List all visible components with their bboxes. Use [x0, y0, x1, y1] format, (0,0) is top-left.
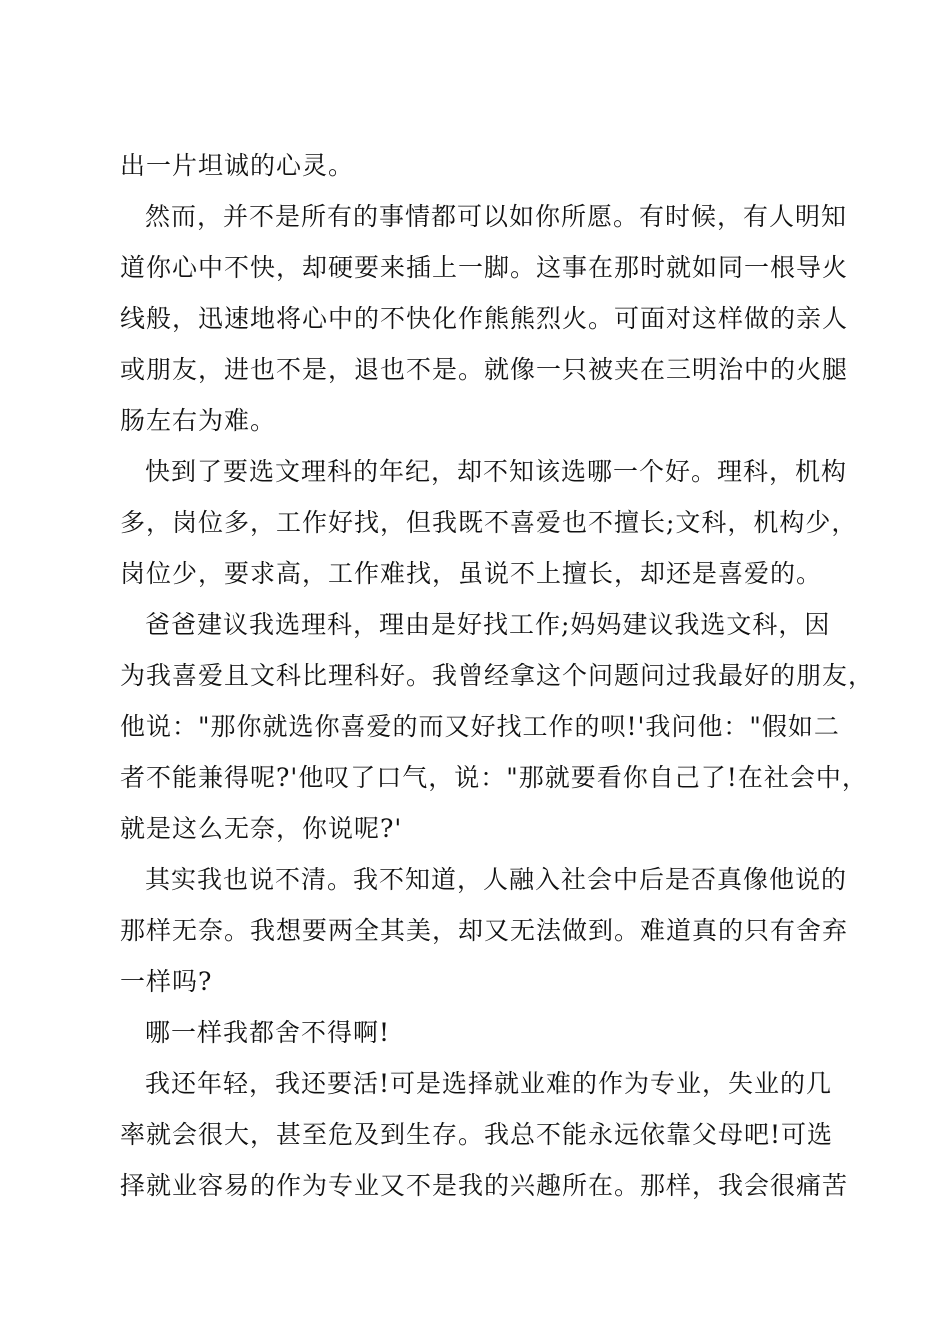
- paragraph-6: [120, 1007, 840, 1058]
- text-line: 率就会很大，甚至危及到生存。我总不能永远依靠父母吧!可选: [120, 1120, 834, 1149]
- text-line: 出一片坦诚的心灵。: [120, 151, 355, 180]
- text-line: 快到了要选文理科的年纪，却不知该选哪一个好。理科，机构: [145, 457, 848, 486]
- text-line: 多，岗位多，工作好找，但我既不喜爱也不擅长;文科，机构少，: [120, 508, 858, 537]
- text-line: 者不能兼得呢?'他叹了口气，说："那就要看你自己了!在社会中，: [120, 763, 868, 792]
- text-line: 或朋友，进也不是，退也不是。就像一只被夹在三明治中的火腿: [120, 355, 849, 384]
- text-line: 为我喜爱且文科比理科好。我曾经拿这个问题问过我最好的朋友，: [120, 661, 875, 690]
- text-line: 择就业容易的作为专业又不是我的兴趣所在。那样，我会很痛苦: [120, 1171, 849, 1200]
- paragraph-7: [120, 1058, 849, 1211]
- text-line: 肠左右为难。: [120, 406, 277, 435]
- text-line: 道你心中不快，却硬要来插上一脚。这事在那时就如同一根导火: [120, 253, 849, 282]
- document-body: [120, 140, 875, 1211]
- paragraph-3: [120, 446, 858, 599]
- text-line: 那样无奈。我想要两全其美，却又无法做到。难道真的只有舍弃: [120, 916, 849, 945]
- text-line: 一样吗?: [120, 967, 213, 996]
- text-line: 然而，并不是所有的事情都可以如你所愿。有时候，有人明知: [145, 202, 848, 231]
- paragraph-5: [120, 854, 849, 1007]
- text-line: 我还年轻，我还要活!可是选择就业难的作为专业，失业的几: [145, 1069, 833, 1098]
- text-line: 线般，迅速地将心中的不快化作熊熊烈火。可面对这样做的亲人: [120, 304, 849, 333]
- paragraph-4: [120, 599, 875, 854]
- paragraph-2: [120, 191, 849, 446]
- text-line: 就是这么无奈，你说呢?': [120, 814, 403, 843]
- text-line: 其实我也说不清。我不知道，人融入社会中后是否真像他说的: [145, 865, 848, 894]
- text-line: 爸爸建议我选理科，理由是好找工作;妈妈建议我选文科，因: [145, 610, 831, 639]
- text-line: 岗位少，要求高，工作难找，虽说不上擅长，却还是喜爱的。: [120, 559, 823, 588]
- text-line: 他说："那你就选你喜爱的而又好找工作的呗!'我问他："假如二: [120, 712, 840, 741]
- text-line: 哪一样我都舍不得啊!: [145, 1018, 391, 1047]
- paragraph-1: [120, 140, 840, 191]
